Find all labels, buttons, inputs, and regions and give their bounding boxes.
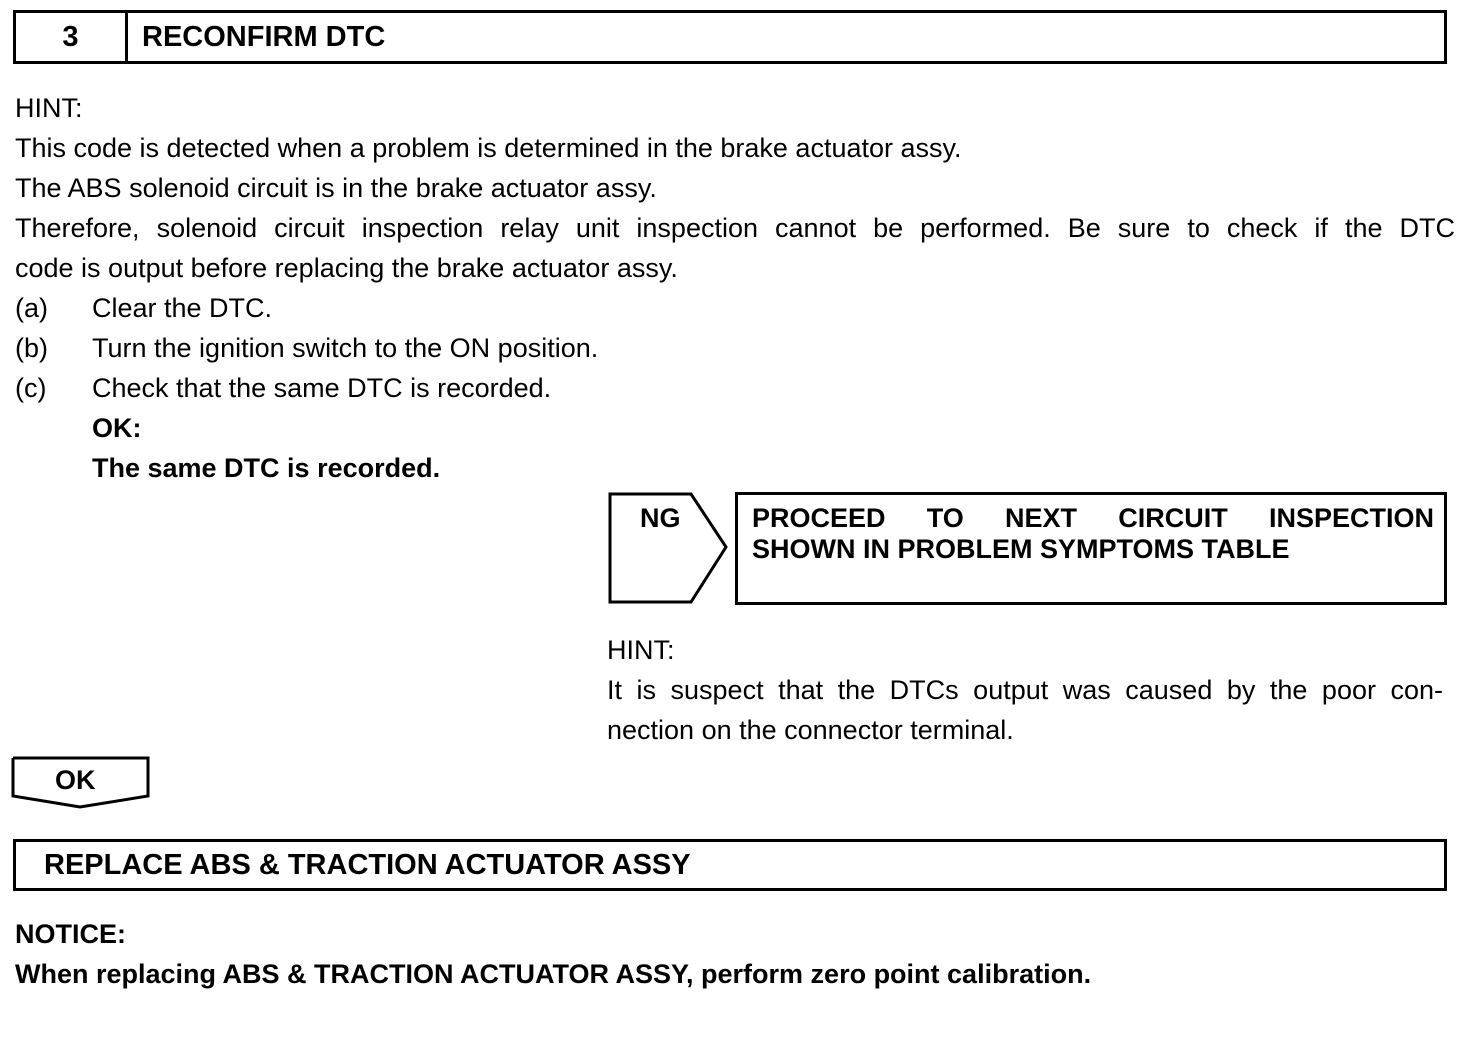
ng-hint-line: nection on the connector terminal.	[607, 715, 1014, 745]
ng-result-line: PROCEED TO NEXT CIRCUIT INSPECTION	[752, 503, 1434, 533]
step-label: (c)	[15, 373, 47, 403]
step-text: Check that the same DTC is recorded.	[92, 373, 552, 403]
step-label: (a)	[15, 293, 48, 323]
hint-line: This code is detected when a problem is determined in the brake actuator assy.	[15, 133, 962, 163]
ng-result-line: SHOWN IN PROBLEM SYMPTOMS TABLE	[752, 534, 1290, 564]
hint-block	[15, 88, 1455, 288]
step-label: (b)	[15, 333, 48, 363]
ng-result-box	[735, 492, 1447, 605]
hint-line: code is output before replacing the brake actuator assy.	[15, 253, 678, 283]
ok-label: OK	[55, 765, 96, 795]
procedure-step	[15, 368, 551, 408]
notice-heading: NOTICE:	[15, 919, 126, 949]
ng-result-text	[752, 503, 1434, 565]
notice-text: When replacing ABS & TRACTION ACTUATOR ASSY, perform zero point calibration.	[15, 959, 1092, 989]
ng-hint-line: It is suspect that the DTCs output was caused by the poor con-	[607, 675, 1443, 705]
step-header	[13, 10, 1447, 64]
procedure-step	[15, 328, 598, 368]
replace-action-title: REPLACE ABS & TRACTION ACTUATOR ASSY	[44, 849, 691, 881]
step-text: Turn the ignition switch to the ON position.	[92, 333, 599, 363]
ng-hint	[607, 630, 1443, 750]
replace-action-box	[13, 839, 1447, 891]
step-title: RECONFIRM DTC	[142, 21, 386, 53]
ok-criteria-text: The same DTC is recorded.	[92, 453, 441, 483]
hint-line: The ABS solenoid circuit is in the brake actuator assy.	[15, 173, 657, 203]
procedure-step	[15, 288, 272, 328]
ok-criteria-heading: OK:	[92, 413, 142, 443]
step-number: 3	[16, 13, 128, 61]
ng-label: NG	[640, 503, 681, 533]
ng-hint-heading: HINT:	[607, 635, 675, 665]
step-text: Clear the DTC.	[92, 293, 273, 323]
hint-line: Therefore, solenoid circuit inspection relay unit inspection cannot be performed. Be sure to check if the DTC	[15, 213, 1455, 243]
hint-heading: HINT:	[15, 93, 83, 123]
